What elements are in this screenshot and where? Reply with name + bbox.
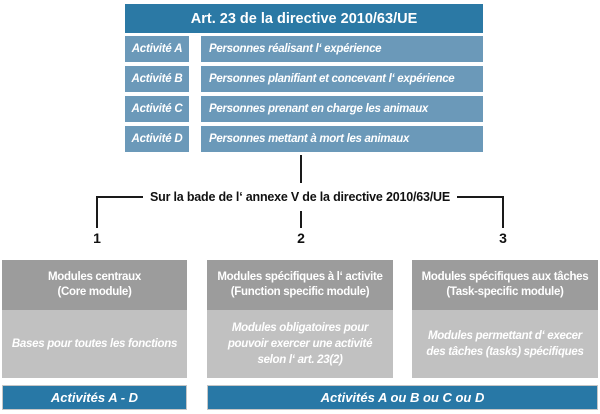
activity-b-description: Personnes planifiant et concevant l‘ expérience (201, 66, 483, 92)
module-task-specific (412, 260, 598, 378)
connector-left-arm (96, 196, 143, 198)
activity-c-description: Personnes prenant en charge les animaux (201, 96, 483, 122)
branch-2-line (300, 211, 302, 228)
activity-d-label: Activité D (125, 126, 189, 152)
module-core-header (2, 260, 187, 310)
activity-row-b (125, 66, 483, 92)
connector-bracket (96, 187, 504, 207)
activity-a-description: Personnes réalisant l‘ expérience (201, 36, 483, 62)
module-core-title: Modules centraux (48, 271, 141, 284)
page-title: Art. 23 de la directive 2010/63/UE (125, 4, 483, 33)
module-task-header (412, 260, 598, 310)
activities-a-ou-b-ou-c-ou-d-bar: Activités A ou B ou C ou D (207, 385, 598, 410)
branch-3-line (502, 197, 504, 228)
module-function-subtitle: (Function specific module) (230, 286, 370, 298)
connector-right-arm (457, 196, 504, 198)
branch-number-2: 2 (297, 230, 305, 246)
module-task-body: Modules permettant d‘ execer des tâches (tasks) spécifiques (412, 310, 598, 378)
branch-number-3: 3 (499, 230, 507, 246)
activity-c-label: Activité C (125, 96, 189, 122)
module-task-title: Modules spécifiques aux tâches (421, 271, 589, 284)
module-core-body: Bases pour toutes les fonctions (2, 310, 187, 378)
branch-1-line (96, 197, 98, 228)
module-task-subtitle: (Task-specific module) (446, 286, 564, 298)
module-function-header (207, 260, 393, 310)
activity-a-label: Activité A (125, 36, 189, 62)
activity-row-c (125, 96, 483, 122)
activity-row-d (125, 126, 483, 152)
activity-d-description: Personnes mettant à mort les animaux (201, 126, 483, 152)
module-core-subtitle: (Core module) (57, 286, 132, 298)
annex-v-label: Sur la bade de l‘ annexe V de la directive 2010/63/UE (150, 190, 450, 204)
module-core (2, 260, 187, 378)
branch-number-1: 1 (93, 230, 101, 246)
connector-top-line (300, 155, 302, 183)
module-function-specific (207, 260, 393, 378)
activity-b-label: Activité B (125, 66, 189, 92)
module-function-body: Modules obligatoires pour pouvoir exercer une activité selon l‘ art. 23(2) (207, 310, 393, 378)
activities-a-d-bar: Activités A - D (2, 385, 187, 410)
activity-row-a (125, 36, 483, 62)
article-23-block (125, 4, 483, 152)
module-function-title: Modules spécifiques à l‘ activite (217, 271, 383, 284)
